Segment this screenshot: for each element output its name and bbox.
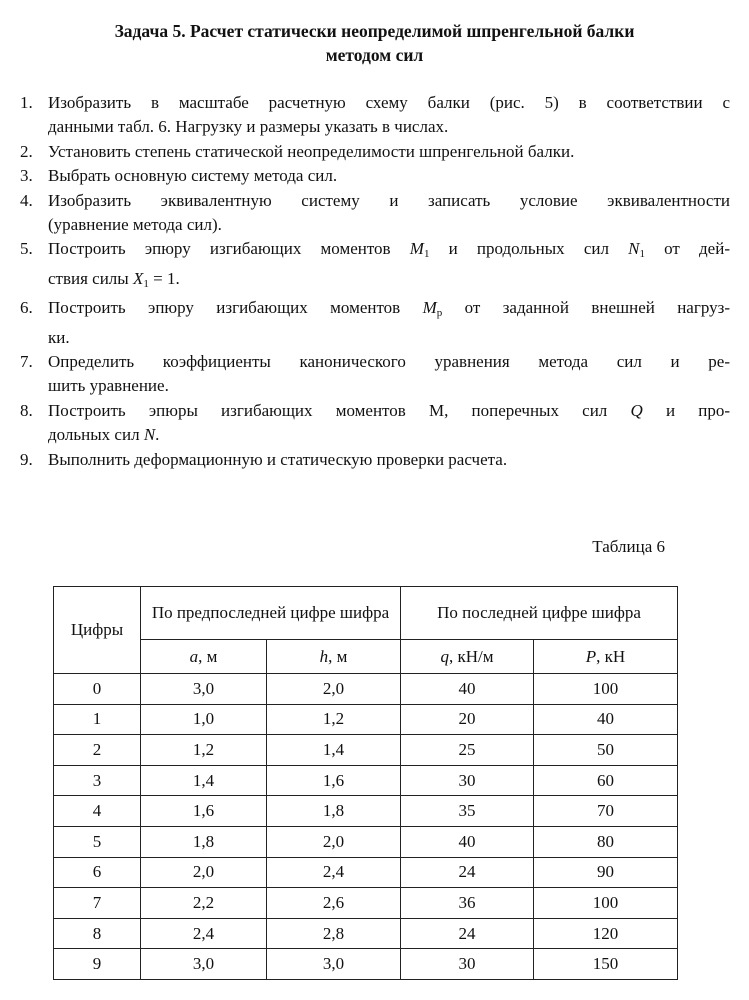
- table-cell: 4: [54, 796, 141, 827]
- table-row: [54, 796, 678, 827]
- column-symbol: h: [319, 646, 329, 666]
- table-cell: 40: [534, 704, 678, 735]
- table-row: [54, 857, 678, 888]
- text: Изобразить в масштабе расчетную схему балки (рис. 5) в соответствии с: [48, 93, 730, 112]
- subscript: p: [436, 307, 443, 320]
- column-header: [534, 640, 678, 674]
- list-item: [20, 237, 730, 296]
- item-number: 8.: [20, 400, 33, 420]
- item-line: [48, 399, 730, 423]
- text: , поперечных сил: [444, 400, 631, 420]
- column-header: [267, 640, 401, 674]
- table-cell: 6: [54, 857, 141, 888]
- list-item: [20, 140, 730, 164]
- subscript: 1: [423, 248, 430, 261]
- variable: Q: [630, 400, 643, 420]
- column-symbol: q: [440, 646, 449, 666]
- title-line-2: методом сил: [325, 45, 424, 65]
- variants-table: [53, 586, 678, 980]
- table-cell: 2,0: [141, 857, 267, 888]
- item-number: 6.: [20, 298, 33, 318]
- text: ствия силы: [48, 268, 133, 288]
- column-header: [401, 640, 534, 674]
- table-cell: 1: [54, 704, 141, 735]
- table-cell: 5: [54, 826, 141, 857]
- item-line: [48, 423, 730, 447]
- text: (уравнение метода сил).: [48, 215, 222, 235]
- list-item: [20, 448, 730, 472]
- text: от заданной внешней нагруз-: [442, 298, 730, 318]
- table-cell: 100: [534, 674, 678, 705]
- table-cell: 70: [534, 796, 678, 827]
- table-cell: 1,6: [141, 796, 267, 827]
- item-number: 2.: [20, 141, 33, 161]
- item-number: 4.: [20, 190, 33, 210]
- table-cell: 2: [54, 735, 141, 766]
- table-row: [54, 704, 678, 735]
- table-cell: 9: [54, 949, 141, 980]
- item-line: [48, 374, 730, 398]
- item-line: [48, 296, 730, 325]
- task-steps-list: [20, 91, 730, 472]
- item-number: 7.: [20, 352, 33, 372]
- table-cell: 30: [401, 949, 534, 980]
- table-cell: 36: [401, 888, 534, 919]
- table-row: [54, 888, 678, 919]
- table-cell: 7: [54, 888, 141, 919]
- variable: M: [409, 239, 424, 259]
- header-group-penultimate: По предпоследней цифре шифра: [141, 587, 401, 640]
- table-cell: 25: [401, 735, 534, 766]
- list-item: [20, 399, 730, 448]
- variable: N: [143, 425, 156, 445]
- item-number: 3.: [20, 166, 33, 186]
- item-line: [48, 91, 730, 115]
- text: .: [155, 425, 160, 445]
- table-cell: 1,0: [141, 704, 267, 735]
- title-line-1: Задача 5. Расчет статически неопределимой шпренгельной балки: [114, 21, 635, 41]
- table-cell: 100: [534, 888, 678, 919]
- table-row: [54, 949, 678, 980]
- text: Установить степень статической неопределимости шпренгельной балки.: [48, 141, 575, 161]
- table-row: [54, 826, 678, 857]
- table-cell: 1,4: [267, 735, 401, 766]
- item-number: 9.: [20, 449, 33, 469]
- table-cell: 24: [401, 918, 534, 949]
- header-digits: Цифры: [54, 587, 141, 674]
- text: Построить эпюру изгибающих моментов: [48, 298, 423, 318]
- table-cell: 1,2: [141, 735, 267, 766]
- text: Построить эпюры изгибающих моментов: [48, 400, 429, 420]
- table-cell: 3,0: [141, 949, 267, 980]
- table-cell: 2,0: [267, 826, 401, 857]
- item-number: 1.: [20, 93, 33, 112]
- text: и про-: [642, 400, 731, 420]
- item-line: [48, 189, 730, 213]
- column-unit: , кН: [596, 646, 626, 666]
- table-cell: 2,4: [141, 918, 267, 949]
- table-cell: 1,8: [141, 826, 267, 857]
- item-line: [48, 448, 730, 472]
- text: Определить коэффициенты канонического уравнения метода сил и ре-: [48, 352, 730, 372]
- table-caption: Таблица 6: [592, 537, 665, 556]
- text: шить уравнение.: [48, 376, 169, 396]
- list-item: [20, 164, 730, 188]
- table-cell: 8: [54, 918, 141, 949]
- table-cell: 40: [401, 674, 534, 705]
- text: M: [428, 400, 445, 420]
- item-line: [48, 267, 730, 296]
- table-cell: 2,8: [267, 918, 401, 949]
- header-group-last: По последней цифре шифра: [401, 587, 678, 640]
- task-title: [0, 19, 749, 67]
- table-cell: 50: [534, 735, 678, 766]
- item-line: [48, 237, 730, 266]
- table-cell: 80: [534, 826, 678, 857]
- variable: N: [628, 239, 640, 259]
- text: данными табл. 6. Нагрузку и размеры указать в числах.: [48, 117, 449, 137]
- text: ки.: [48, 327, 70, 347]
- subscript: 1: [143, 277, 149, 290]
- table-cell: 24: [401, 857, 534, 888]
- subscript: 1: [639, 248, 645, 261]
- text: и продольных сил: [429, 239, 629, 259]
- column-header: [141, 640, 267, 674]
- table-row: [54, 765, 678, 796]
- item-line: [48, 164, 730, 188]
- column-unit: , кН/м: [448, 646, 494, 666]
- column-unit: , м: [328, 646, 348, 666]
- table-cell: 2,4: [267, 857, 401, 888]
- column-symbol: P: [585, 646, 597, 666]
- table-cell: 90: [534, 857, 678, 888]
- table-row: [54, 735, 678, 766]
- variable: M: [422, 298, 437, 318]
- text: Построить эпюру изгибающих моментов: [48, 239, 410, 259]
- item-line: [48, 115, 730, 139]
- table-cell: 1,6: [267, 765, 401, 796]
- table-cell: 20: [401, 704, 534, 735]
- item-line: [48, 350, 730, 374]
- table-cell: 60: [534, 765, 678, 796]
- list-item: [20, 91, 730, 140]
- text: Выполнить деформационную и статическую проверки расчета.: [48, 449, 508, 469]
- table-row: [54, 918, 678, 949]
- column-symbol: a: [189, 646, 199, 666]
- table-cell: 2,2: [141, 888, 267, 919]
- text: Выбрать основную систему метода сил.: [48, 166, 338, 186]
- item-line: [48, 326, 730, 350]
- list-item: [20, 350, 730, 399]
- variable: X: [132, 268, 144, 288]
- list-item: [20, 296, 730, 350]
- item-line: [48, 213, 730, 237]
- text: Изобразить эквивалентную систему и записать условие эквивалентности: [48, 190, 730, 210]
- table-cell: 1,8: [267, 796, 401, 827]
- text: = 1.: [148, 268, 180, 288]
- table-cell: 150: [534, 949, 678, 980]
- table-row: [54, 674, 678, 705]
- list-item: [20, 189, 730, 238]
- table-cell: 3,0: [267, 949, 401, 980]
- column-unit: , м: [198, 646, 218, 666]
- item-line: [48, 140, 730, 164]
- table-cell: 0: [54, 674, 141, 705]
- table-cell: 1,4: [141, 765, 267, 796]
- text: дольных сил: [48, 425, 144, 445]
- table-cell: 3: [54, 765, 141, 796]
- item-number: 5.: [20, 239, 33, 259]
- text: от дей-: [644, 239, 730, 259]
- table-cell: 35: [401, 796, 534, 827]
- table-cell: 120: [534, 918, 678, 949]
- table-cell: 2,6: [267, 888, 401, 919]
- table-cell: 3,0: [141, 674, 267, 705]
- table-cell: 1,2: [267, 704, 401, 735]
- table-cell: 40: [401, 826, 534, 857]
- table-cell: 2,0: [267, 674, 401, 705]
- table-cell: 30: [401, 765, 534, 796]
